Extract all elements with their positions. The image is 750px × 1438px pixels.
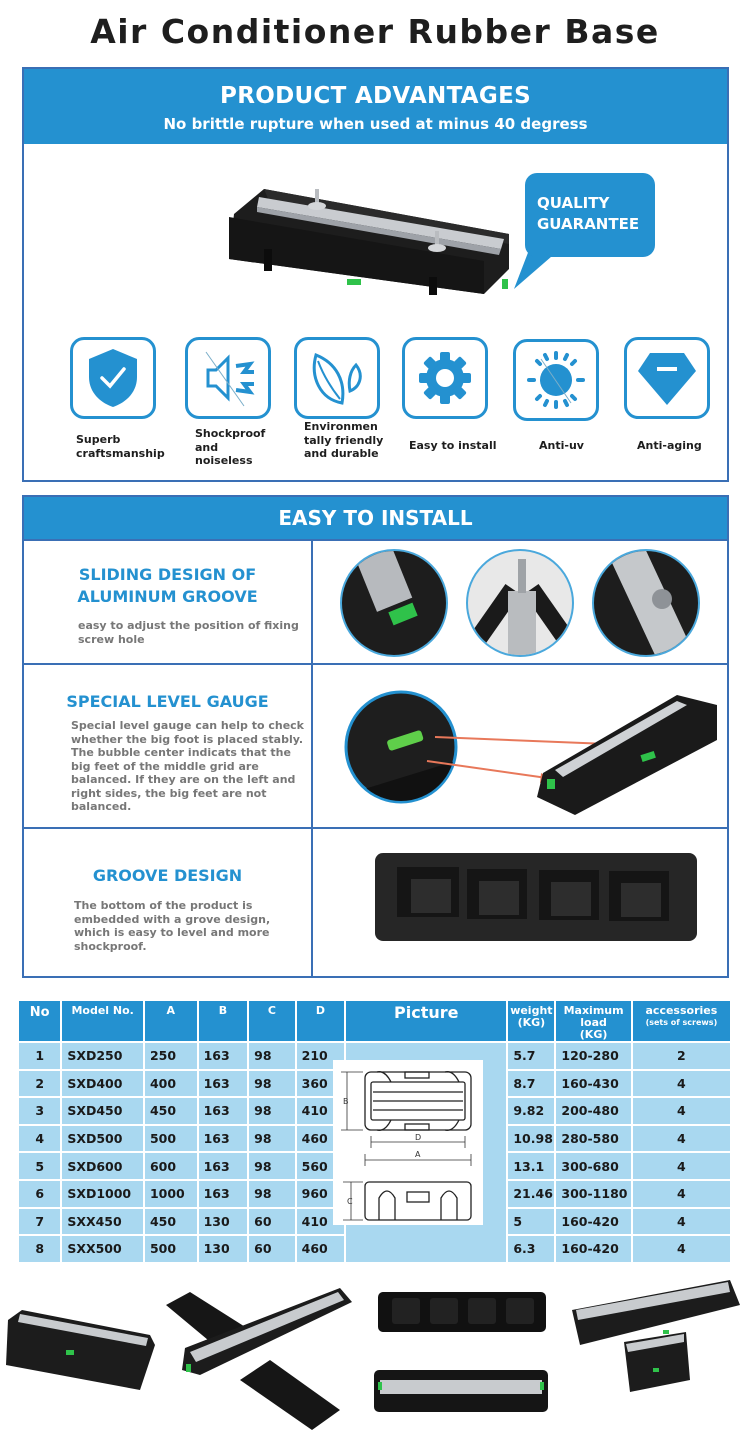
header-line: accessories (645, 1004, 718, 1017)
diagram-label-c: C (347, 1197, 353, 1206)
cell-b: 163 (199, 1181, 248, 1207)
cell-no: 2 (19, 1071, 60, 1097)
col-header-a: A (145, 1001, 197, 1041)
cell-no: 3 (19, 1098, 60, 1124)
cell-weight: 21.46 (508, 1181, 554, 1207)
advantages-header (24, 69, 727, 144)
cell-model: SXD500 (62, 1126, 143, 1152)
cell-b: 130 (199, 1209, 248, 1235)
cell-b: 163 (199, 1043, 248, 1069)
diagram-label-a: A (415, 1150, 421, 1159)
rubber-base-product-image (209, 179, 519, 319)
feature-item-anti-uv (513, 339, 599, 421)
cell-weight: 8.7 (508, 1071, 554, 1097)
cell-c: 98 (249, 1153, 294, 1179)
cell-load: 160-430 (556, 1071, 630, 1097)
cell-c: 98 (249, 1098, 294, 1124)
cell-no: 8 (19, 1236, 60, 1262)
cell-b: 163 (199, 1126, 248, 1152)
cell-load: 300-680 (556, 1153, 630, 1179)
cell-accessories: 4 (633, 1153, 730, 1179)
cell-d: 460 (297, 1236, 345, 1262)
bubble-line-1: QUALITY (537, 194, 610, 212)
feature-item-eco (294, 337, 380, 419)
cell-a: 1000 (145, 1181, 197, 1207)
cell-no: 4 (19, 1126, 60, 1152)
cell-weight: 9.82 (508, 1098, 554, 1124)
desc-line: screw hole (78, 632, 145, 646)
feature-label-shockproof: Shockproof and noiseless (195, 427, 266, 467)
cell-b: 163 (199, 1071, 248, 1097)
cell-a: 500 (145, 1126, 197, 1152)
col-header-c: C (249, 1001, 294, 1041)
groove-bottom-photo (315, 829, 727, 978)
cell-weight: 10.98 (508, 1126, 554, 1152)
cell-weight: 13.1 (508, 1153, 554, 1179)
gallery-photo-2 (166, 1288, 352, 1430)
speaker-muted-icon (198, 348, 258, 408)
cell-c: 60 (249, 1209, 294, 1235)
advantages-heading: PRODUCT ADVANTAGES (220, 83, 531, 109)
cell-c: 98 (249, 1071, 294, 1097)
feature-label-anti-aging: Anti-aging (637, 439, 702, 452)
cell-a: 600 (145, 1153, 197, 1179)
cell-c: 98 (249, 1126, 294, 1152)
easy-install-section (22, 495, 729, 978)
install-row-text (24, 829, 313, 976)
header-line: (KG) (579, 1028, 608, 1041)
install-row-photos (315, 665, 727, 827)
install-row-level-gauge (24, 663, 727, 827)
desc-line: which is easy to level and more (74, 926, 270, 939)
install-heading: EASY TO INSTALL (24, 497, 727, 539)
desc-line: whether the big foot is placed stably. (71, 732, 304, 746)
install-row-photos (315, 829, 727, 976)
install-row-text (24, 541, 313, 663)
feature-label-easy-install: Easy to install (409, 439, 497, 452)
quality-guarantee-bubble (525, 173, 655, 257)
desc-line: balanced. (71, 800, 132, 813)
cell-accessories: 4 (633, 1126, 730, 1152)
cell-weight: 5 (508, 1209, 554, 1235)
cell-load: 120-280 (556, 1043, 630, 1069)
cell-no: 7 (19, 1209, 60, 1235)
cell-a: 250 (145, 1043, 197, 1069)
cell-accessories: 4 (633, 1071, 730, 1097)
cell-no: 5 (19, 1153, 60, 1179)
bolt-closeup-photo (592, 549, 700, 657)
install-row-photos (315, 541, 727, 663)
header-line: (sets of screws) (645, 1018, 718, 1027)
cell-d: 410 (297, 1209, 345, 1235)
cell-c: 98 (249, 1043, 294, 1069)
dimension-diagram (333, 1060, 483, 1225)
cell-load: 200-480 (556, 1098, 630, 1124)
row-desc (74, 899, 311, 953)
diamond-icon (636, 349, 698, 407)
gallery-photo-1 (6, 1310, 155, 1390)
desc-line: right sides, the big feet are not (71, 786, 267, 800)
cell-model: SXX500 (62, 1236, 143, 1262)
gallery-photo-3 (374, 1292, 548, 1412)
desc-line: Special level gauge can help to check (71, 719, 304, 732)
level-gauge-illustration (315, 665, 727, 829)
cell-d: 960 (297, 1181, 345, 1207)
feature-item-easy-install (402, 337, 488, 419)
table-header-row (19, 1001, 730, 1041)
cell-d: 460 (297, 1126, 345, 1152)
product-gallery (0, 1270, 750, 1438)
cell-a: 500 (145, 1236, 197, 1262)
install-row-groove (24, 827, 727, 976)
bubble-line-2: GUARANTEE (537, 215, 640, 233)
diagram-label-b: B (343, 1097, 349, 1106)
col-header-weight (508, 1001, 554, 1041)
advantages-subheading: No brittle rupture when used at minus 40 degress (163, 115, 588, 133)
cell-b: 163 (199, 1098, 248, 1124)
cell-model: SXD450 (62, 1098, 143, 1124)
cell-a: 450 (145, 1098, 197, 1124)
col-header-no: No (19, 1001, 60, 1041)
gear-icon (416, 349, 474, 407)
desc-line: easy to adjust the position of fixing (78, 619, 299, 632)
cell-accessories: 4 (633, 1209, 730, 1235)
row-title: SLIDING DESIGN OF (78, 565, 257, 584)
cell-accessories: 2 (633, 1043, 730, 1069)
col-header-model: Model No. (62, 1001, 143, 1041)
row-title-2: ALUMINUM GROOVE (77, 587, 258, 606)
cell-model: SXX450 (62, 1209, 143, 1235)
groove-closeup-photo (340, 549, 448, 657)
cell-model: SXD250 (62, 1043, 143, 1069)
feature-item-craftsmanship (70, 337, 156, 419)
desc-line: embedded with a grove design, (74, 912, 271, 926)
product-advantages-section (22, 67, 729, 482)
sun-icon (525, 349, 587, 411)
header-line: Maximum load (563, 1004, 624, 1029)
feature-label-anti-uv: Anti-uv (539, 439, 584, 452)
col-header-accessories (633, 1001, 730, 1041)
feature-label-craftsmanship: Superb craftsmanship (76, 433, 165, 460)
page-title: Air Conditioner Rubber Base (90, 12, 660, 51)
desc-line: big feet of the middle grid are (71, 759, 259, 773)
shield-check-icon (85, 347, 141, 409)
cell-d: 410 (297, 1098, 345, 1124)
desc-line: shockproof. (74, 939, 147, 953)
cell-b: 163 (199, 1153, 248, 1179)
row-desc (71, 719, 311, 814)
desc-line: balanced. If they are on the left and (71, 773, 296, 786)
diagram-label-d: D (415, 1133, 422, 1142)
cell-d: 560 (297, 1153, 345, 1179)
cell-weight: 5.7 (508, 1043, 554, 1069)
cell-load: 160-420 (556, 1236, 630, 1262)
feature-item-shockproof (185, 337, 271, 419)
cell-d: 360 (297, 1071, 345, 1097)
cell-weight: 6.3 (508, 1236, 554, 1262)
desc-line: The bubble center indicats that the (71, 746, 291, 759)
cell-load: 300-1180 (556, 1181, 630, 1207)
cell-load: 160-420 (556, 1209, 630, 1235)
cell-no: 1 (19, 1043, 60, 1069)
rail-photo (466, 549, 574, 657)
desc-line: The bottom of the product is (74, 899, 253, 912)
gallery-photo-4 (572, 1280, 740, 1392)
feature-item-anti-aging (624, 337, 710, 419)
cell-a: 400 (145, 1071, 197, 1097)
cell-accessories: 4 (633, 1098, 730, 1124)
feature-label-eco: Environmen tally friendly and durable (304, 420, 384, 460)
install-row-sliding (24, 539, 727, 663)
row-desc (78, 619, 311, 646)
header-line: weight (510, 1004, 553, 1017)
cell-c: 60 (249, 1236, 294, 1262)
cell-c: 98 (249, 1181, 294, 1207)
row-title: SPECIAL LEVEL GAUGE (66, 692, 269, 711)
leaf-icon (306, 347, 368, 409)
install-row-text (24, 665, 313, 827)
cell-load: 280-580 (556, 1126, 630, 1152)
cell-accessories: 4 (633, 1181, 730, 1207)
cell-accessories: 4 (633, 1236, 730, 1262)
col-header-picture: Picture (346, 1001, 506, 1041)
col-header-max-load (556, 1001, 630, 1041)
cell-model: SXD400 (62, 1071, 143, 1097)
cell-model: SXD1000 (62, 1181, 143, 1207)
cell-a: 450 (145, 1209, 197, 1235)
cell-model: SXD600 (62, 1153, 143, 1179)
row-title: GROOVE DESIGN (92, 866, 243, 885)
col-header-b: B (199, 1001, 248, 1041)
header-line: (KG) (517, 1016, 546, 1029)
cell-b: 130 (199, 1236, 248, 1262)
col-header-d: D (297, 1001, 345, 1041)
cell-no: 6 (19, 1181, 60, 1207)
cell-d: 210 (297, 1043, 345, 1069)
